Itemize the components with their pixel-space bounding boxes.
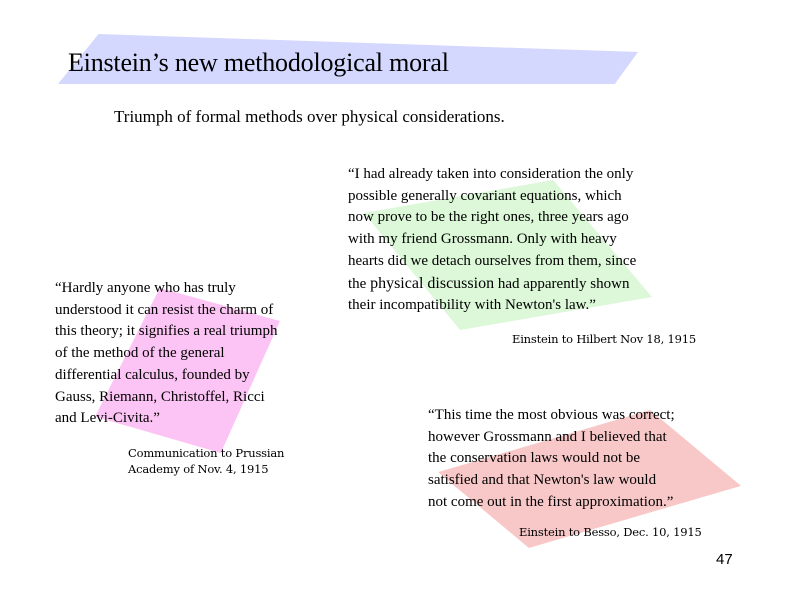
quote-line: differential calculus, founded by [55,366,250,383]
quote-line: the conservation laws would not be [428,450,641,467]
quote-line: this theory; it signifies a real triumph [55,323,278,340]
physical-discussion-phrase: physical discussion [370,274,495,292]
quote-line: however Grossmann and I believed that [428,428,667,445]
quote-line: their incompatibility with Newton's law.” [348,297,596,314]
caption-line: Communication to Prussian [128,446,285,460]
quote-fragment: had apparently shown [494,275,630,292]
quote-line: of the method of the general [55,345,225,362]
caption-hilbert: Einstein to Hilbert Nov 18, 1915 [512,332,697,346]
caption-prussian [128,445,284,477]
quote-line: not come out in the first approximation.” [428,493,674,510]
quote-line: “I had already taken into consideration the only [348,166,634,182]
slide-subtitle: Triumph of formal methods over physical considerations. [114,107,505,126]
quote-hilbert [348,164,636,317]
quote-line: “Hardly anyone who has truly [55,280,236,296]
caption-line: Academy of Nov. 4, 1915 [128,462,269,476]
quote-line: hearts did we detach ourselves from them, since [348,252,637,269]
quote-fragment: the [348,275,371,292]
quote-line [348,273,636,296]
quote-line: satisfied and that Newton's law would [428,472,657,489]
caption-besso: Einstein to Besso, Dec. 10, 1915 [519,525,702,539]
quote-line: understood it can resist the charm of [55,301,274,318]
quote-line: and Levi-Civita.” [55,410,160,427]
quote-line: Gauss, Riemann, Christoffel, Ricci [55,388,265,405]
quote-line: possible generally covariant equations, which [348,187,622,204]
quote-line: “This time the most obvious was correct; [428,407,675,423]
page-number: 47 [716,551,733,568]
slide-title: Einstein’s new methodological moral [68,48,449,77]
quote-prussian [55,278,277,430]
quote-line: now prove to be the right ones, three years ago [348,209,629,226]
quote-line: with my friend Grossmann. Only with heavy [348,231,617,248]
quote-besso [428,405,675,514]
